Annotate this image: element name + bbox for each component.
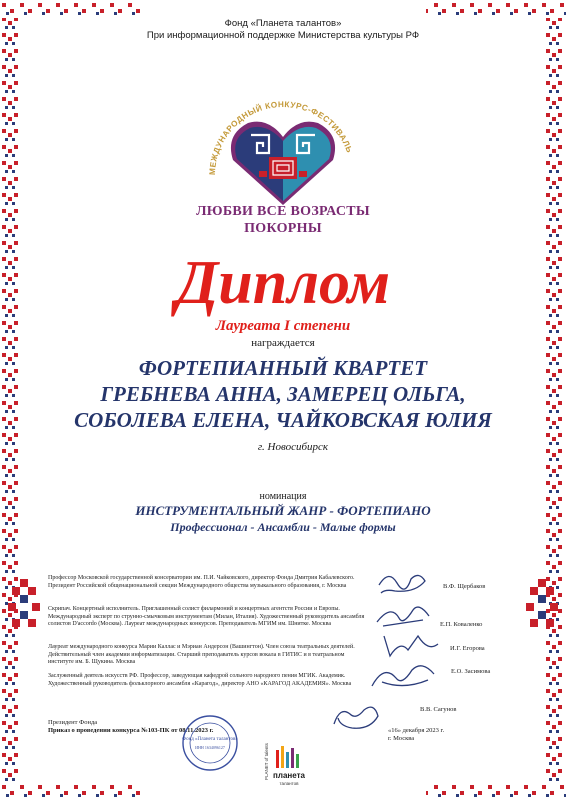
jury-2-name: Е.П. Коваленко <box>440 621 483 628</box>
brand-name: планета <box>273 771 305 780</box>
planeta-talantov-logo <box>262 740 312 790</box>
nomination-title: ИНСТРУМЕНТАЛЬНЫЙ ЖАНР - ФОРТЕПИАНО <box>135 503 431 518</box>
jury-3-name: И.Г. Егорова <box>450 645 485 652</box>
slogan-line-2: ПОКОРНЫ <box>244 221 322 236</box>
brand-small-text: PLANET of talents <box>264 743 269 780</box>
foundation-stamp <box>180 713 240 773</box>
stamp-inn: ИНН 1634096127 <box>195 745 225 750</box>
signature-president <box>330 700 385 735</box>
recipient-city: г. Новосибирск <box>257 441 329 453</box>
jury-4-description: Заслуженный деятель искусств РФ. Профессор, заведующая кафедрой сольного народного пения МГИК. Академик. Художественный руководитель фольклорного ансамбля «Карагод», директор АНО «КАРАГОД АКАДЕМИЯ». Москва <box>48 673 352 687</box>
slogan-line-1: ЛЮБВИ ВСЕ ВОЗРАСТЫ <box>196 204 370 219</box>
signature-1 <box>375 565 435 599</box>
recipient-line-3: СОБОЛЕВА ЕЛЕНА, ЧАЙКОВСКАЯ ЮЛИЯ <box>74 408 492 432</box>
nomination-label: номинация <box>259 491 307 502</box>
footer-date: «16» декабря 2023 г. <box>388 727 445 734</box>
brand-sub: талантов <box>279 781 299 786</box>
president-name: В.В. Сагунов <box>420 706 457 713</box>
logo-arc-text: МЕЖДУНАРОДНЫЙ КОНКУРС-ФЕСТИВАЛЬ <box>207 99 355 176</box>
right-side-ornament <box>522 575 562 635</box>
foundation-name: Фонд «Планета талантов» <box>224 18 342 29</box>
signature-4 <box>368 660 438 692</box>
recipient-names <box>0 355 566 433</box>
signature-2 <box>373 598 435 630</box>
header <box>0 18 566 42</box>
recipient-line-1: ФОРТЕПИАННЫЙ КВАРТЕТ <box>138 356 428 380</box>
order-text: Приказ о проведении конкурса №103-ПК от 08.11.2023 г. <box>48 727 214 734</box>
left-side-ornament <box>4 575 44 635</box>
footer-right <box>388 706 456 743</box>
diploma-title: Диплом <box>175 249 391 317</box>
awarded-label: награждается <box>251 337 315 349</box>
top-ornament-border <box>0 0 566 18</box>
president-label: Президент Фонда <box>48 719 98 726</box>
recipient-line-2: ГРЕБНЕВА АННА, ЗАМЕРЕЦ ОЛЬГА, <box>100 382 466 406</box>
jury-3-description: Лауреат международного конкурса Марии Каллас и Мэриан Андерсон (Вашингтон). Член союза театральных деятелей. Действительный член академии информатизации. Старший преподаватель курсов вокала в ГИТИС и в театральном институте им. Б. Щукина. Москва <box>48 644 355 666</box>
jury-4-name: Е.О. Засимова <box>451 668 491 675</box>
festival-slogan <box>0 203 566 237</box>
laureate-degree: Лауреата I степени <box>215 318 351 334</box>
footer-city: г. Москва <box>388 735 415 742</box>
stamp-text: Фонд «Планета талантов» <box>182 737 238 742</box>
support-line: При информационной поддержке Министерства культуры РФ <box>146 30 420 41</box>
jury-1-description: Профессор Московской государственной консерватории им. П.И. Чайковского, директор Фонда Дмитрия Кабалевского. Президент Российской общенациональной секции Международного общества музыкального образования, г. Москва <box>48 575 355 589</box>
signature-3 <box>378 630 442 660</box>
nomination-subtitle: Профессионал - Ансамбли - Малые формы <box>170 520 396 534</box>
jury-2-description: Скрипач. Концертный исполнитель. Приглашенный солист филармоний и концертных агентств России и Европы. Международный эксперт по струнно-смычковым инструментам (Милан, Италия). Художественный руководитель ансамбля солистов D'accordo (Москва). Лауреат международных конкурсов. Преподаватель МГИМ им. Шнитке. Москва <box>48 606 365 628</box>
jury-1-name: В.Ф. Щербаков <box>443 583 486 590</box>
